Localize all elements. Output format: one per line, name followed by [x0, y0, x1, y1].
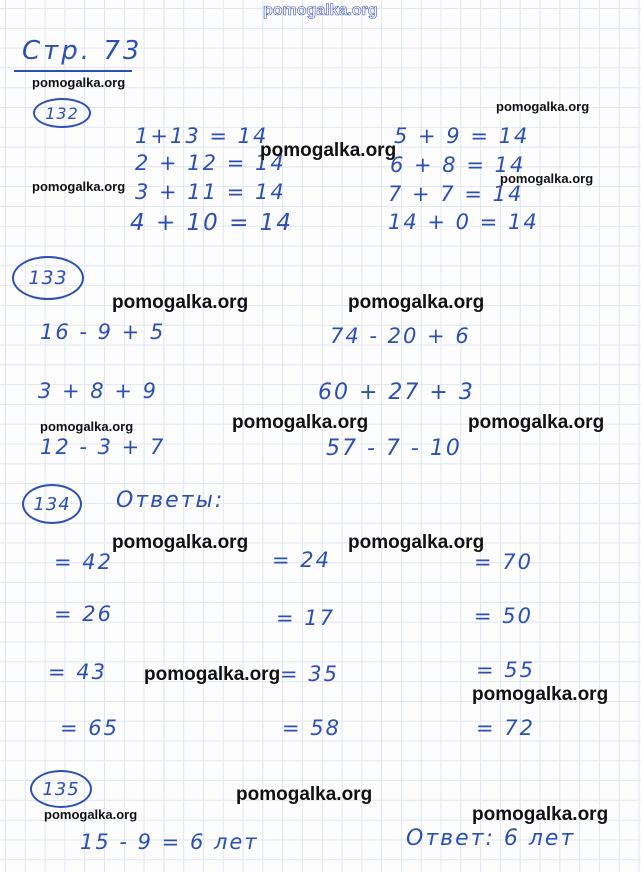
watermark: pomogalka.org	[40, 419, 134, 434]
task-132-left-line-4: 4 + 10 = 14	[130, 210, 293, 236]
task-134-col1-line-2: = 26	[54, 602, 113, 626]
task-134-col3-line-2: = 50	[474, 604, 533, 628]
watermark: pomogalka.org	[260, 140, 397, 161]
task-132-right-line-4: 14 + 0 = 14	[388, 210, 539, 234]
task-132-number: 132	[33, 98, 91, 128]
watermark: pomogalka.org	[112, 532, 249, 553]
watermark: pomogalka.org	[500, 171, 594, 186]
task-134-number: 134	[22, 484, 82, 524]
task-134-col2-line-3: = 35	[280, 662, 339, 686]
task-132-right-line-1: 5 + 9 = 14	[394, 124, 530, 148]
title-underline	[14, 70, 132, 72]
watermark: pomogalka.org	[472, 804, 609, 825]
watermark: pomogalka.org	[468, 412, 605, 433]
task-134-heading: Ответы:	[116, 488, 225, 513]
task-134-col3-line-3: = 55	[476, 658, 535, 682]
task-133-right-line-3: 57 - 7 - 10	[326, 436, 462, 461]
task-135-answer: Ответ: 6 лет	[406, 826, 576, 851]
task-134-col2-line-4: = 58	[282, 716, 341, 740]
task-133-left-line-1: 16 - 9 + 5	[40, 320, 166, 344]
task-133-left-line-2: 3 + 8 + 9	[38, 379, 158, 403]
task-133-right-line-1: 74 - 20 + 6	[330, 324, 471, 348]
task-134-col3-line-1: = 70	[474, 550, 533, 574]
task-134-col1-line-1: = 42	[54, 550, 113, 574]
task-135-solution: 15 - 9 = 6 лет	[80, 830, 259, 854]
task-133-left-line-3: 12 - 3 + 7	[40, 435, 166, 459]
task-134-col2-line-2: = 17	[276, 606, 335, 630]
watermark: pomogalka.org	[232, 412, 369, 433]
watermark: pomogalka.org	[496, 99, 590, 114]
site-watermark-top: pomogalka.org	[263, 2, 378, 19]
task-132-left-line-1: 1+13 = 14	[135, 124, 269, 148]
task-134-col3-line-4: = 72	[476, 716, 535, 740]
task-134-col1-line-4: = 65	[60, 716, 119, 740]
watermark: pomogalka.org	[144, 664, 281, 685]
task-134-col1-line-3: = 43	[48, 660, 107, 684]
watermark: pomogalka.org	[472, 684, 609, 705]
watermark: pomogalka.org	[32, 179, 126, 194]
task-132-left-line-3: 3 + 11 = 14	[135, 180, 286, 204]
watermark: pomogalka.org	[236, 784, 373, 805]
watermark: pomogalka.org	[44, 807, 138, 822]
page-title: Стр. 73	[22, 36, 143, 66]
task-132-right-line-2: 6 + 8 = 14	[390, 153, 526, 177]
watermark: pomogalka.org	[32, 75, 126, 90]
watermark: pomogalka.org	[348, 292, 485, 313]
task-133-number: 133	[12, 256, 84, 300]
task-133-right-line-2: 60 + 27 + 3	[318, 380, 475, 405]
watermark: pomogalka.org	[348, 532, 485, 553]
task-132-right-line-3: 7 + 7 = 14	[388, 182, 524, 206]
task-134-col2-line-1: = 24	[272, 548, 331, 572]
task-132-left-line-2: 2 + 12 = 14	[135, 151, 286, 175]
task-135-number: 135	[30, 770, 92, 808]
watermark: pomogalka.org	[112, 292, 249, 313]
